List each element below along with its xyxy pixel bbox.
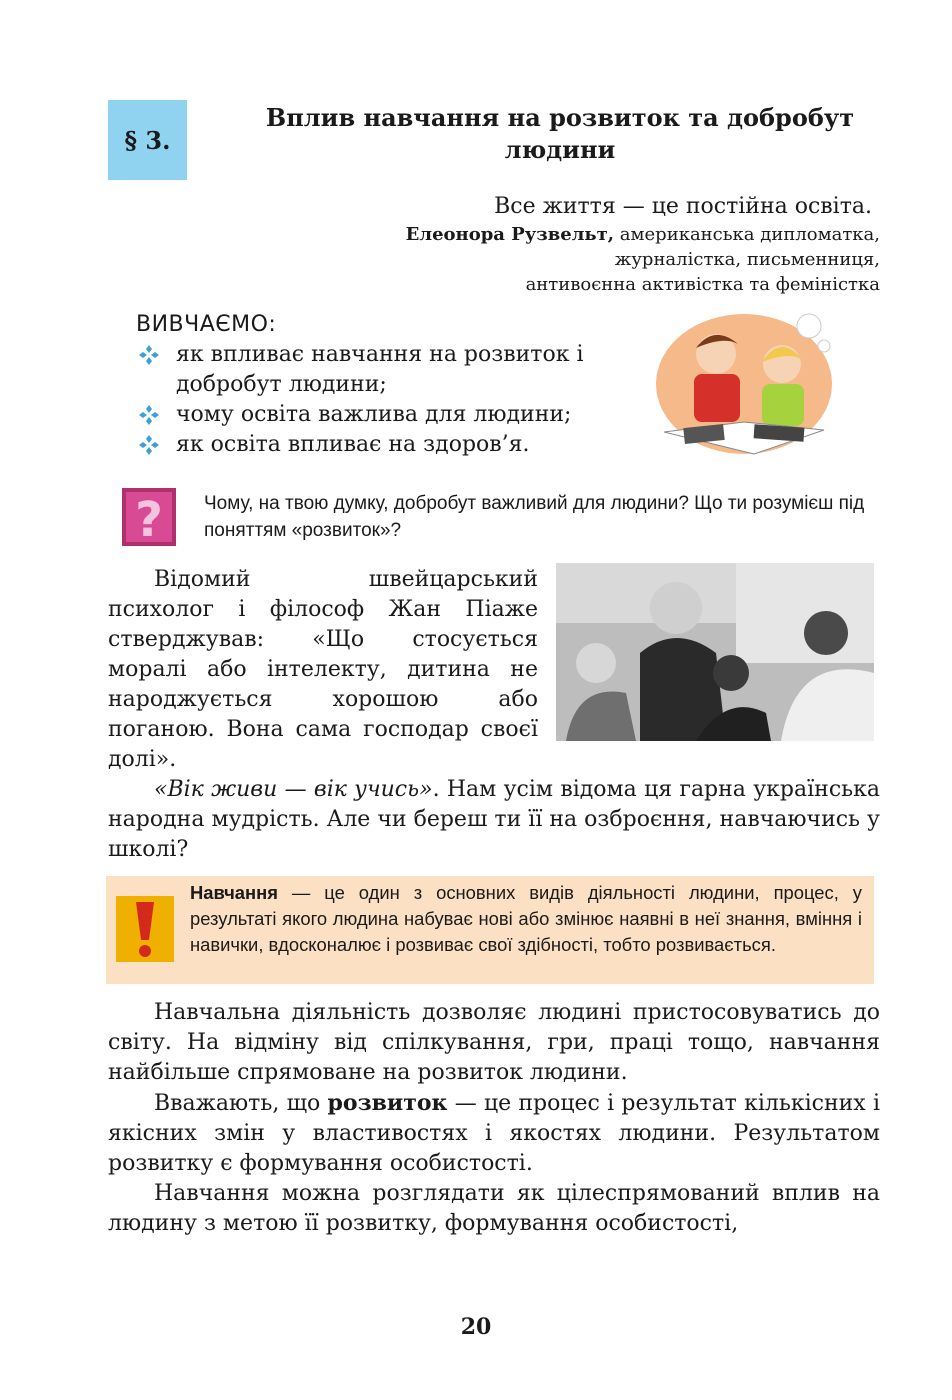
study-heading: ВИВЧАЄМО:	[136, 312, 277, 337]
diamond-bullet-icon	[138, 344, 160, 366]
children-studying-illustration	[654, 304, 840, 464]
proverb-text	[108, 775, 880, 865]
question-text: Чому, на твою думку, добробут важливий для людини? Що ти розумієш під поняттям «розвиток»?	[204, 493, 865, 541]
exclamation-icon	[116, 896, 174, 962]
title-line-2: людини	[504, 135, 616, 164]
piaget-paragraph	[108, 565, 538, 775]
epigraph-quote: Все життя — це постійна освіта.	[494, 194, 872, 219]
section-label: § 3.	[124, 125, 171, 155]
body-paragraph-2	[108, 1088, 880, 1179]
study-item-text: як освіта впливає на здоров’я.	[176, 432, 530, 457]
question-mark-icon	[122, 488, 176, 546]
study-item	[136, 400, 646, 430]
study-item	[136, 340, 646, 400]
proverb-rest: . Нам усім відома ця гарна українська народна мудрість. Але чи береш ти її на озброєння, навчаючись у школі?	[108, 777, 880, 862]
page-number: 20	[460, 1314, 492, 1340]
body-p2-rest: — це процес і результат кількісних і якісних змін у властивостях і якостях людини. Результатом розвитку є формування особистості.	[108, 1091, 880, 1176]
piaget-photo	[556, 563, 874, 741]
epigraph-source-line1	[406, 222, 880, 247]
diamond-bullet-icon	[138, 404, 160, 426]
svg-text:?: ?	[135, 492, 163, 546]
epigraph-author-desc3: антивоєнна активістка та феміністка	[525, 274, 880, 295]
section-badge	[108, 100, 187, 180]
body-p2-start: Вважають, що	[154, 1091, 328, 1116]
proverb-paragraph	[108, 775, 880, 865]
body-p2-term: розвиток	[327, 1090, 448, 1116]
title-line-1: Вплив навчання на розвиток та добробут	[265, 103, 855, 132]
body-paragraph-1: Навчальна діяльність дозволяє людині пристосовуватись до світу. На відміну від спілкування, гри, праці тощо, навчання найбільше спрямоване на розвиток людини.	[108, 1000, 880, 1085]
epigraph-author: Елеонора Рузвельт,	[405, 224, 615, 245]
epigraph-author-desc1: американська дипломатка,	[614, 224, 880, 245]
piaget-text: Відомий швейцарський психолог і філософ Жан Піаже стверджував: «Що стосується моралі або інтелекту, дитина не народжується хорошою або поганою. Вона сама господар своєї долі».	[108, 567, 538, 772]
study-item-text: чому освіта важлива для людини;	[176, 402, 572, 427]
diamond-bullet-icon	[138, 434, 160, 456]
proverb-italic: «Вік живи — вік учись»	[154, 777, 433, 802]
study-item	[136, 430, 646, 460]
epigraph	[406, 192, 880, 297]
page-title	[240, 102, 880, 166]
study-item-text: як впливає навчання на розвиток і добробут людини;	[176, 342, 584, 397]
body-paragraphs	[108, 998, 880, 1239]
definition-term: Навчання	[190, 882, 278, 903]
study-list	[136, 340, 646, 460]
body-paragraph-3: Навчання можна розглядати як цілеспрямований вплив на людину з метою її розвитку, формування особистості,	[108, 1181, 880, 1236]
definition-body: — це один з основних видів діяльності людини, процес, у результаті якого людина набуває нові або змінює наявні в неї знання, вміння і навички, вдосконалює і розвиває свої здібності, тобто розвивається.	[190, 882, 862, 955]
definition-text	[190, 880, 862, 958]
epigraph-author-desc2: журналістка, письменниця,	[614, 249, 880, 270]
